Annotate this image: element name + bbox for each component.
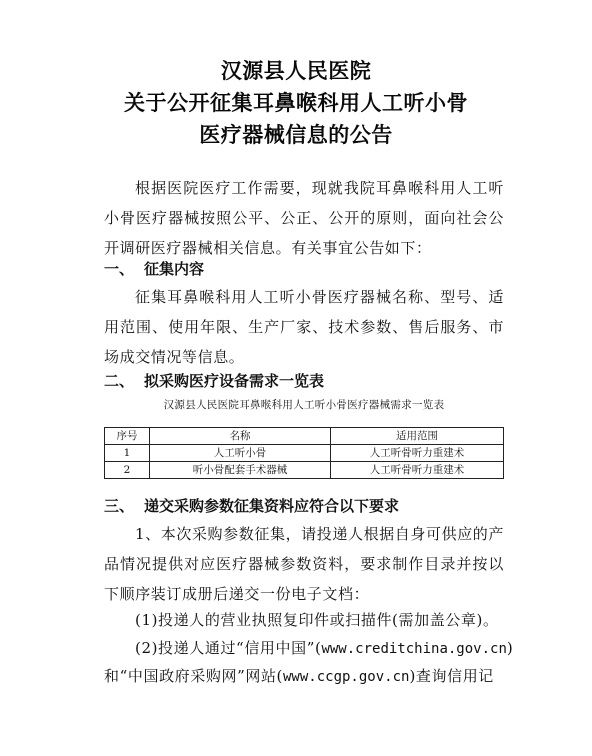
item-text: )查询信用记 [409,667,494,685]
table-cell: 人工听骨听力重建术 [331,462,504,479]
collection-content-paragraph: 征集耳鼻喉科用人工听小骨医疗器械名称、型号、适用范围、使用年限、生产厂家、技术参数、售后服务、市场成交情况等信息。 [104,288,504,366]
section-title: 征集内容 [144,260,205,278]
title-line-3: 医疗器械信息的公告 [199,123,393,147]
title-line-2: 关于公开征集耳鼻喉科用人工听小骨 [124,91,468,115]
requirement-item-2 [104,638,514,659]
item-text: (2)投递人通过“信用中国”( [135,639,322,657]
table-cell: 2 [105,462,150,479]
section-number: 一、 [104,260,135,278]
credit-china-url: www.creditchina.gov.cn [321,641,507,657]
section-heading-2 [104,371,324,391]
item-text: 和“中国政府采购网”网站( [104,667,283,685]
section-number: 三、 [104,497,135,515]
ccgp-url: www.ccgp.gov.cn [283,669,410,685]
section-title: 递交采购参数征集资料应符合以下要求 [144,497,400,515]
requirement-1-paragraph: 1、本次采购参数征集，请投递人根据自身可供应的产品情况提供对应医疗器械参数资料，要求制作目录并按以下顺序装订成册后递交一份电子文档： [104,525,504,603]
table-caption: 汉源县人民医院耳鼻喉科用人工听小骨医疗器械需求一览表 [163,399,445,411]
column-header: 适用范围 [331,428,504,445]
table-cell: 1 [105,445,150,462]
requirement-item-1: (1)投递人的营业执照复印件或扫描件(需加盖公章)。 [135,611,499,629]
table-row [105,445,504,462]
table-cell: 人工听骨听力重建术 [331,445,504,462]
column-header: 名称 [150,428,331,445]
section-heading-1 [104,259,204,279]
intro-paragraph: 根据医院医疗工作需要，现就我院耳鼻喉科用人工听小骨医疗器械按照公平、公正、公开的原则，面向社会公开调研医疗器械相关信息。有关事宜公告如下： [104,179,504,257]
requirements-table [104,427,504,479]
item-text: ) [506,639,514,657]
table-row [105,462,504,479]
column-header: 序号 [105,428,150,445]
table-cell: 人工听小骨 [150,445,331,462]
table-header-row [105,428,504,445]
section-heading-3 [104,496,399,516]
title-line-1: 汉源县人民医院 [220,59,372,83]
requirement-item-2-continued [104,666,504,687]
section-number: 二、 [104,372,135,390]
section-title: 拟采购医疗设备需求一览表 [144,372,325,390]
table-cell: 听小骨配套手术器械 [150,462,331,479]
